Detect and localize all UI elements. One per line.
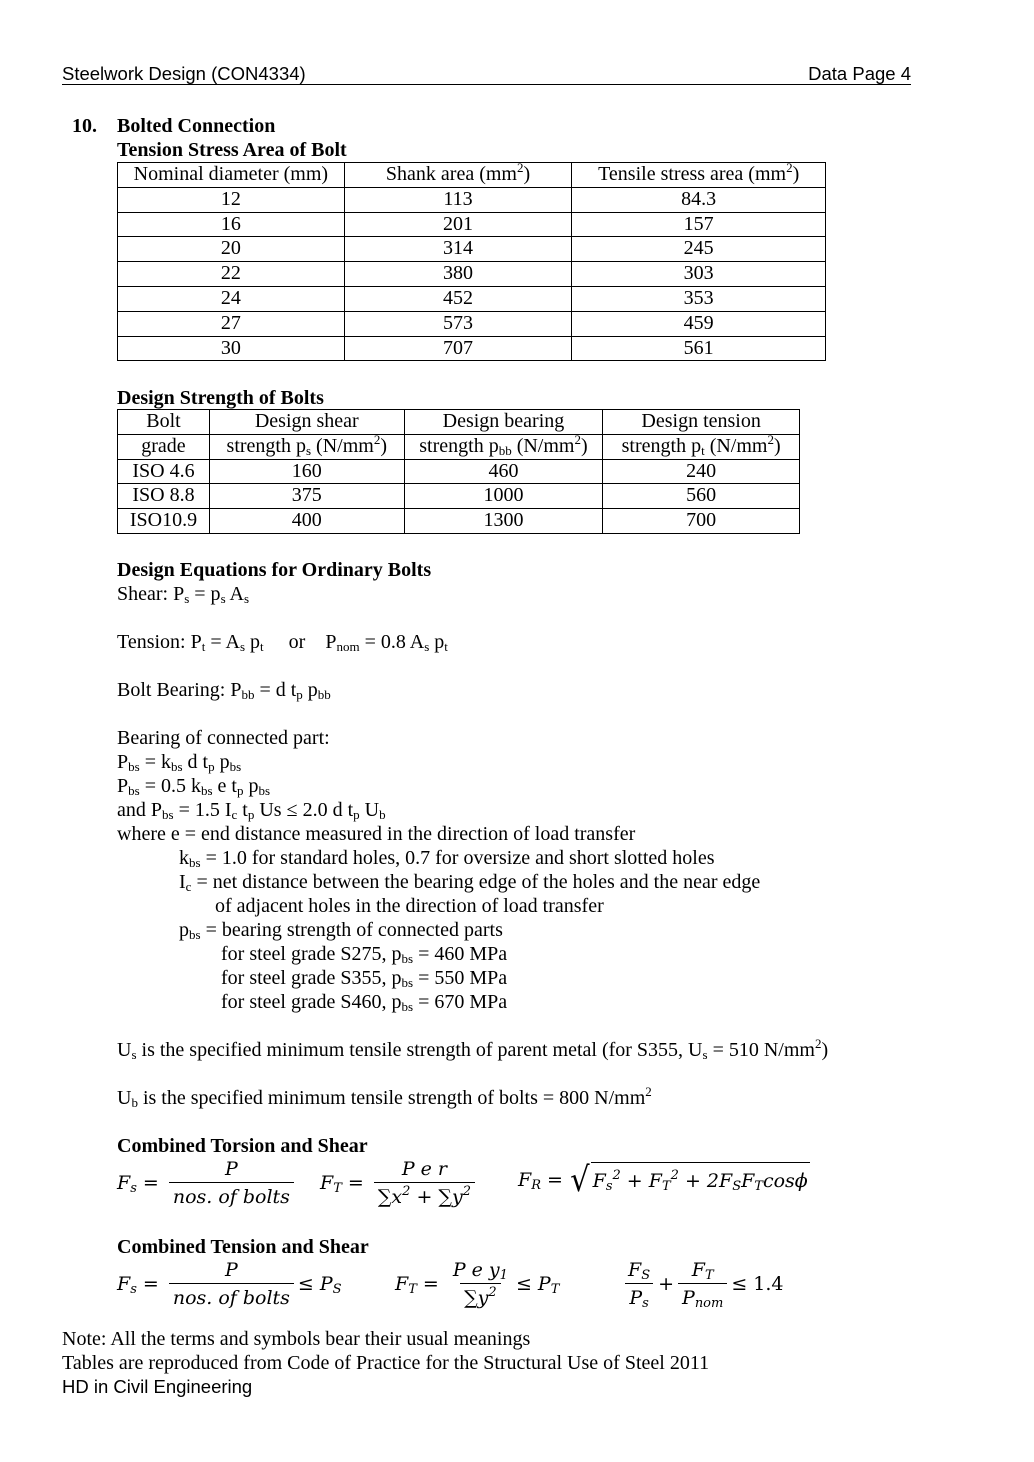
bearing-eq-3: and $P_{bs} = 1.5$ $I_c$ $t_p$ Us ≤ 2.0 d $t_p$ $U_b$ xyxy=(117,799,386,822)
ub-definition: $U_b$ is the specified minimum tensile strength of bolts = 800 $N/mm^2$ xyxy=(117,1084,652,1110)
interaction-formula: $\frac{F_S}{P_s}$ + $\frac{F_T}{P_{nom}}$ ≤ 1.4 xyxy=(620,1259,784,1309)
table-header-row: Bolt Design shear Design bearing Design tension xyxy=(118,410,800,435)
bearing-connected-title: Bearing of connected part: xyxy=(117,727,330,749)
note-text: Note: All the terms and symbols bear their usual meanings xyxy=(62,1328,531,1350)
page-header xyxy=(62,62,911,85)
table-row: 16 201 157 xyxy=(118,212,826,237)
fs-torsion-formula: $F_s$ = $\frac{P}{\text{nos. of bolts}}$ xyxy=(117,1158,298,1208)
pbs-s460: for steel grade S460, $p_{bs} = 670$ MPa xyxy=(221,991,508,1014)
where-e: where e = end distance measured in the direction of load transfer xyxy=(117,823,636,845)
header-cell: Tensile stress area $(mm^2)$ xyxy=(572,163,826,188)
bearing-eq-1: $P_{bs} = k_{bs}$ d $t_p$ $p_{bs}$ xyxy=(117,751,242,774)
table-row: 24 452 353 xyxy=(118,286,826,311)
table-header-row: grade strength $p_s$ $(N/mm^2)$ strength $p_{bb}$ $(N/mm^2)$ strength $p_t$ $(N/mm^2)$ xyxy=(118,434,800,459)
header-cell: Nominal diameter (mm) xyxy=(118,163,345,188)
fs-tension-formula: $F_s$ = $\frac{P}{\text{nos. of bolts}}$ ≤ $P_S$ xyxy=(117,1259,342,1309)
pbs-s275: for steel grade S275, $p_{bs} = 460$ MPa xyxy=(221,943,508,966)
ic-definition-cont: of adjacent holes in the direction of load transfer xyxy=(215,895,604,917)
section-title: Bolted Connection xyxy=(117,115,276,137)
tension-area-table xyxy=(117,162,826,361)
pbs-s355: for steel grade S355, $p_{bs} = 550$ MPa xyxy=(221,967,508,990)
course-title: Steelwork Design (CON4334) xyxy=(62,63,306,84)
table-row: ISO 8.8 375 1000 560 xyxy=(118,484,800,509)
table-row: 22 380 303 xyxy=(118,262,826,287)
section-number: 10. xyxy=(72,115,97,137)
table-header-row xyxy=(118,163,826,188)
us-definition: $U_s$ is the specified minimum tensile strength of parent metal (for S355, $U_s = 510$ $N/mm^2$) xyxy=(117,1036,829,1062)
table-row: 30 707 561 xyxy=(118,336,826,361)
table-row: ISO10.9 400 1300 700 xyxy=(118,509,800,534)
table-row: 27 573 459 xyxy=(118,311,826,336)
header-cell: Shank area $(mm^2)$ xyxy=(344,163,572,188)
ic-definition: $I_c$ = net distance between the bearing edge of the holes and the near edge xyxy=(179,871,761,894)
bolt-bearing-equation: Bolt Bearing: $P_{bb} = d$ $t_p$ $p_{bb}$ xyxy=(117,679,331,702)
bearing-eq-2: $P_{bs} = 0.5$ $k_{bs}$ e $t_p$ $p_{bs}$ xyxy=(117,775,271,798)
page-number: Data Page 4 xyxy=(808,63,911,84)
design-strength-title: Design Strength of Bolts xyxy=(117,387,324,409)
tension-equation: Tension: $P_t = A_s$ $p_t$ or $P_{nom} = 0.8$ $A_s$ $p_t$ xyxy=(117,631,448,654)
design-strength-table xyxy=(117,409,800,534)
fr-formula: $F_R$ = √ $F_s^2 + F_T^2 + 2F_SF_T\cos\phi$ xyxy=(518,1160,808,1200)
table-row: ISO 4.6 160 460 240 xyxy=(118,459,800,484)
ft-tension-formula: $F_T$ = $\frac{P e y_1}{\sum y^2}$ ≤ $P_T$ xyxy=(395,1259,560,1309)
tension-area-title: Tension Stress Area of Bolt xyxy=(117,139,347,161)
tension-shear-title: Combined Tension and Shear xyxy=(117,1236,369,1258)
footer-text: HD in Civil Engineering xyxy=(62,1376,253,1397)
equations-title: Design Equations for Ordinary Bolts xyxy=(117,559,432,581)
table-row: 12 113 84.3 xyxy=(118,187,826,212)
table-row: 20 314 245 xyxy=(118,237,826,262)
shear-equation: Shear: $P_s = p_s$ $A_s$ xyxy=(117,583,250,606)
source-text: Tables are reproduced from Code of Practice for the Structural Use of Steel 2011 xyxy=(62,1352,710,1374)
ft-torsion-formula: $F_T$ = $\frac{\text{P e r}}{\sum x^2 + \sum y^2}$ xyxy=(320,1158,479,1208)
torsion-shear-title: Combined Torsion and Shear xyxy=(117,1135,368,1157)
pbs-definition: $p_{bs}$ = bearing strength of connected parts xyxy=(179,919,503,942)
kbs-definition: $k_{bs} = 1.0$ for standard holes, 0.7 for oversize and short slotted holes xyxy=(179,847,715,870)
